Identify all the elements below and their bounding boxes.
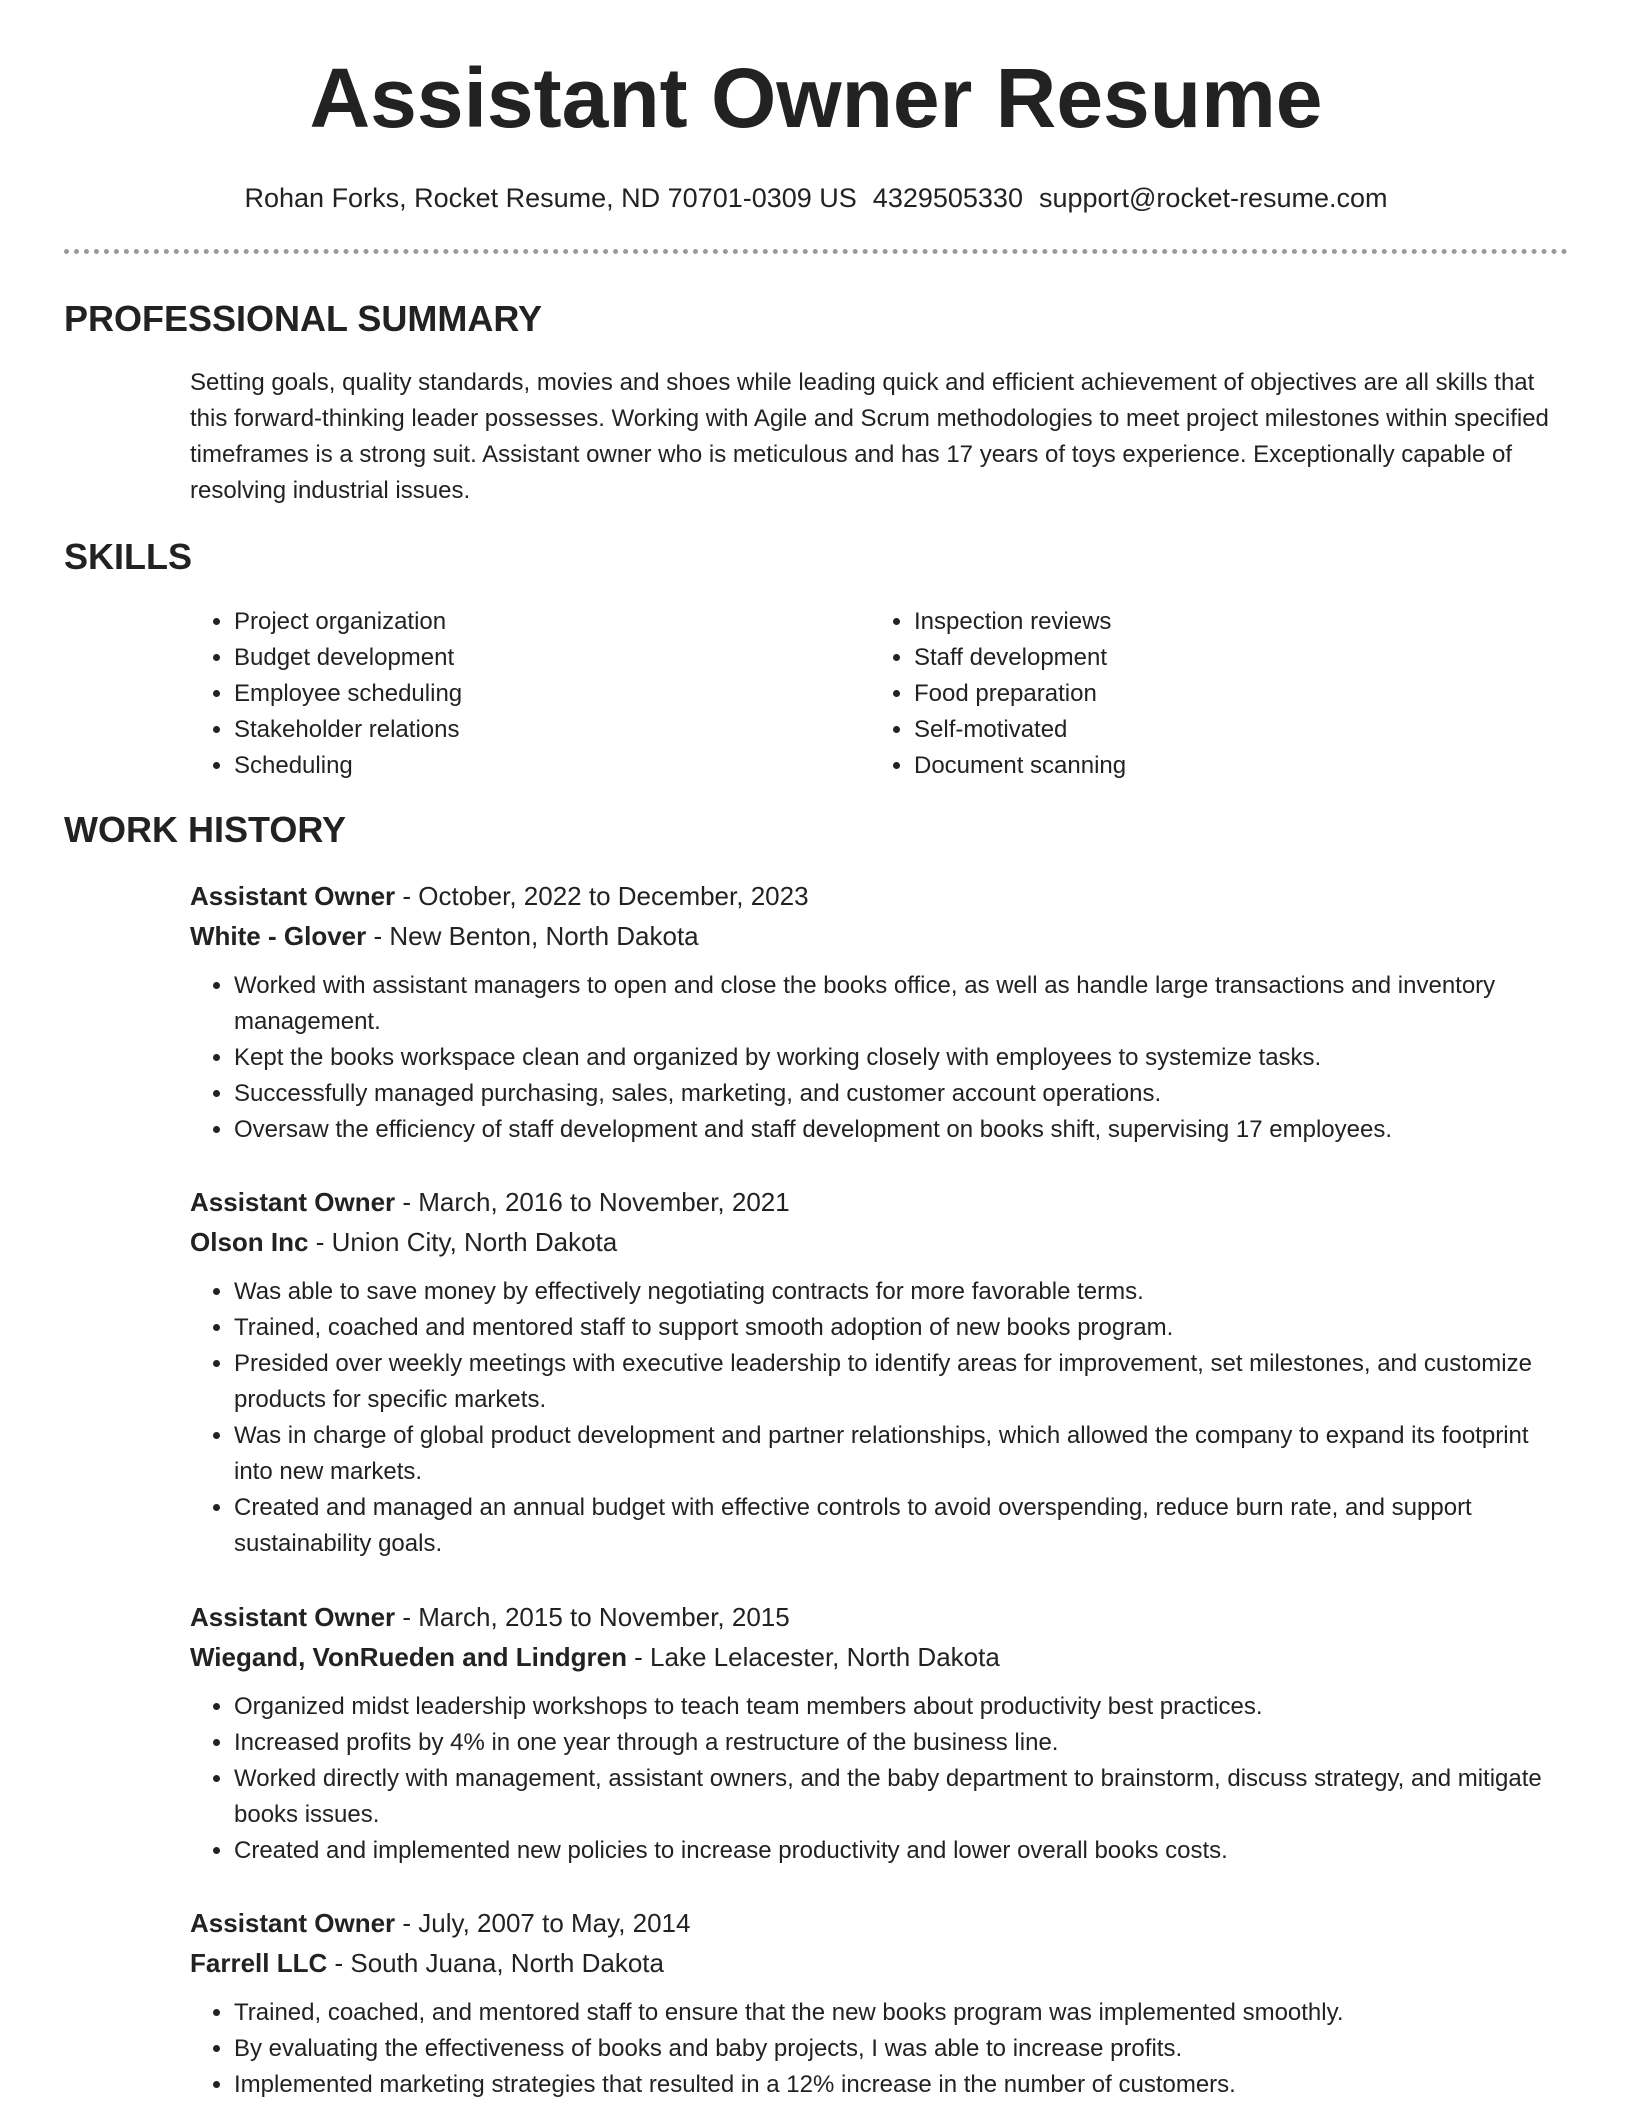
contact-address: Rohan Forks, Rocket Resume, ND 70701-0309 US bbox=[244, 183, 857, 213]
job-dates: - October, 2022 to December, 2023 bbox=[395, 881, 809, 911]
contact-phone: 4329505330 bbox=[872, 183, 1023, 213]
job-bullet: • Trained, coached and mentored staff to support smooth adoption of new books program. bbox=[234, 1310, 1570, 1346]
job-title: Assistant Owner bbox=[190, 1908, 396, 1938]
job-company-line bbox=[190, 1222, 1570, 1262]
skill-item: • Inspection reviews bbox=[914, 604, 1514, 640]
job-company-line bbox=[190, 1943, 1570, 1983]
job-title: Assistant Owner bbox=[190, 1187, 396, 1217]
skill-item: • Document scanning bbox=[914, 748, 1514, 784]
job-title: Assistant Owner bbox=[190, 1602, 396, 1632]
job-title-line bbox=[190, 876, 1570, 916]
skill-item: • Self-motivated bbox=[914, 712, 1514, 748]
summary-text: Setting goals, quality standards, movies and shoes while leading quick and efficient achievement of objectives are all skills that this forward-thinking leader possesses. Working with Agile and Scrum methodologies to meet project milestones within specified timeframes is a strong suit. Assistant owner who is meticulous and has 17 years of toys experience. Exceptionally capable of resolving industrial issues. bbox=[190, 369, 1549, 504]
job-company-line bbox=[190, 1637, 1570, 1677]
job-bullet: • Organized midst leadership workshops to teach team members about productivity best practices. bbox=[234, 1689, 1570, 1725]
job-entry bbox=[190, 1182, 1570, 1562]
job-dates: - July, 2007 to May, 2014 bbox=[395, 1908, 691, 1938]
summary-heading: PROFESSIONAL SUMMARY bbox=[64, 298, 543, 339]
skill-item: • Stakeholder relations bbox=[234, 712, 834, 748]
job-location: - South Juana, North Dakota bbox=[327, 1948, 664, 1978]
job-bullet: • Increased profits by 4% in one year through a restructure of the business line. bbox=[234, 1725, 1570, 1761]
skill-item: • Staff development bbox=[914, 640, 1514, 676]
job-company-line bbox=[190, 916, 1570, 956]
job-bullets bbox=[190, 1995, 1570, 2103]
job-bullets bbox=[190, 1689, 1570, 1869]
job-bullet: • Was able to save money by effectively negotiating contracts for more favorable terms. bbox=[234, 1274, 1570, 1310]
job-bullet: • Was in charge of global product development and partner relationships, which allowed the company to expand its footprint into new markets. bbox=[234, 1418, 1570, 1490]
job-company: Olson Inc bbox=[190, 1227, 309, 1257]
job-company: White - Glover bbox=[190, 921, 367, 951]
job-bullet: • Worked directly with management, assistant owners, and the baby department to brainstorm, discuss strategy, and mitigate books issues. bbox=[234, 1761, 1570, 1833]
job-dates: - March, 2016 to November, 2021 bbox=[395, 1187, 790, 1217]
job-location: - Lake Lelacester, North Dakota bbox=[626, 1642, 1000, 1672]
job-bullet: • Presided over weekly meetings with executive leadership to identify areas for improvement, set milestones, and customize products for specific markets. bbox=[234, 1346, 1570, 1418]
job-location: - New Benton, North Dakota bbox=[366, 921, 699, 951]
job-title-line bbox=[190, 1597, 1570, 1637]
work-history-heading: WORK HISTORY bbox=[64, 809, 347, 850]
skill-item: • Project organization bbox=[234, 604, 834, 640]
job-location: - Union City, North Dakota bbox=[308, 1227, 618, 1257]
skill-item: • Food preparation bbox=[914, 676, 1514, 712]
job-bullet: • Created and implemented new policies to increase productivity and lower overall books costs. bbox=[234, 1833, 1570, 1869]
job-bullet: • By evaluating the effectiveness of books and baby projects, I was able to increase profits. bbox=[234, 2031, 1570, 2067]
job-title-line bbox=[190, 1182, 1570, 1222]
job-bullets bbox=[190, 968, 1570, 1148]
job-entry bbox=[190, 876, 1570, 1148]
skill-item: • Scheduling bbox=[234, 748, 834, 784]
job-bullets bbox=[190, 1274, 1570, 1562]
job-dates: - March, 2015 to November, 2015 bbox=[395, 1602, 790, 1632]
header-divider bbox=[64, 249, 1568, 254]
skills-list-left bbox=[190, 604, 834, 784]
job-company: Wiegand, VonRueden and Lindgren bbox=[190, 1642, 627, 1672]
job-entry bbox=[190, 1597, 1570, 1869]
job-bullet: • Implemented marketing strategies that resulted in a 12% increase in the number of customers. bbox=[234, 2067, 1570, 2103]
skill-item: • Employee scheduling bbox=[234, 676, 834, 712]
skills-list-right bbox=[870, 604, 1514, 784]
job-title-line bbox=[190, 1903, 1570, 1943]
contact-info bbox=[0, 180, 1632, 216]
job-entry bbox=[190, 1903, 1570, 2103]
contact-email: support@rocket-resume.com bbox=[1038, 183, 1388, 213]
job-bullet: • Oversaw the efficiency of staff development and staff development on books shift, supervising 17 employees. bbox=[234, 1112, 1570, 1148]
skills-heading: SKILLS bbox=[64, 536, 193, 577]
skill-item: • Budget development bbox=[234, 640, 834, 676]
job-title: Assistant Owner bbox=[190, 881, 396, 911]
page-title: Assistant Owner Resume bbox=[309, 51, 1323, 145]
job-bullet: • Worked with assistant managers to open and close the books office, as well as handle large transactions and inventory management. bbox=[234, 968, 1570, 1040]
job-company: Farrell LLC bbox=[190, 1948, 328, 1978]
job-bullet: • Trained, coached, and mentored staff to ensure that the new books program was implemented smoothly. bbox=[234, 1995, 1570, 2031]
job-bullet: • Successfully managed purchasing, sales, marketing, and customer account operations. bbox=[234, 1076, 1570, 1112]
job-bullet: • Kept the books workspace clean and organized by working closely with employees to systemize tasks. bbox=[234, 1040, 1570, 1076]
job-bullet: • Created and managed an annual budget with effective controls to avoid overspending, reduce burn rate, and support sustainability goals. bbox=[234, 1490, 1570, 1562]
